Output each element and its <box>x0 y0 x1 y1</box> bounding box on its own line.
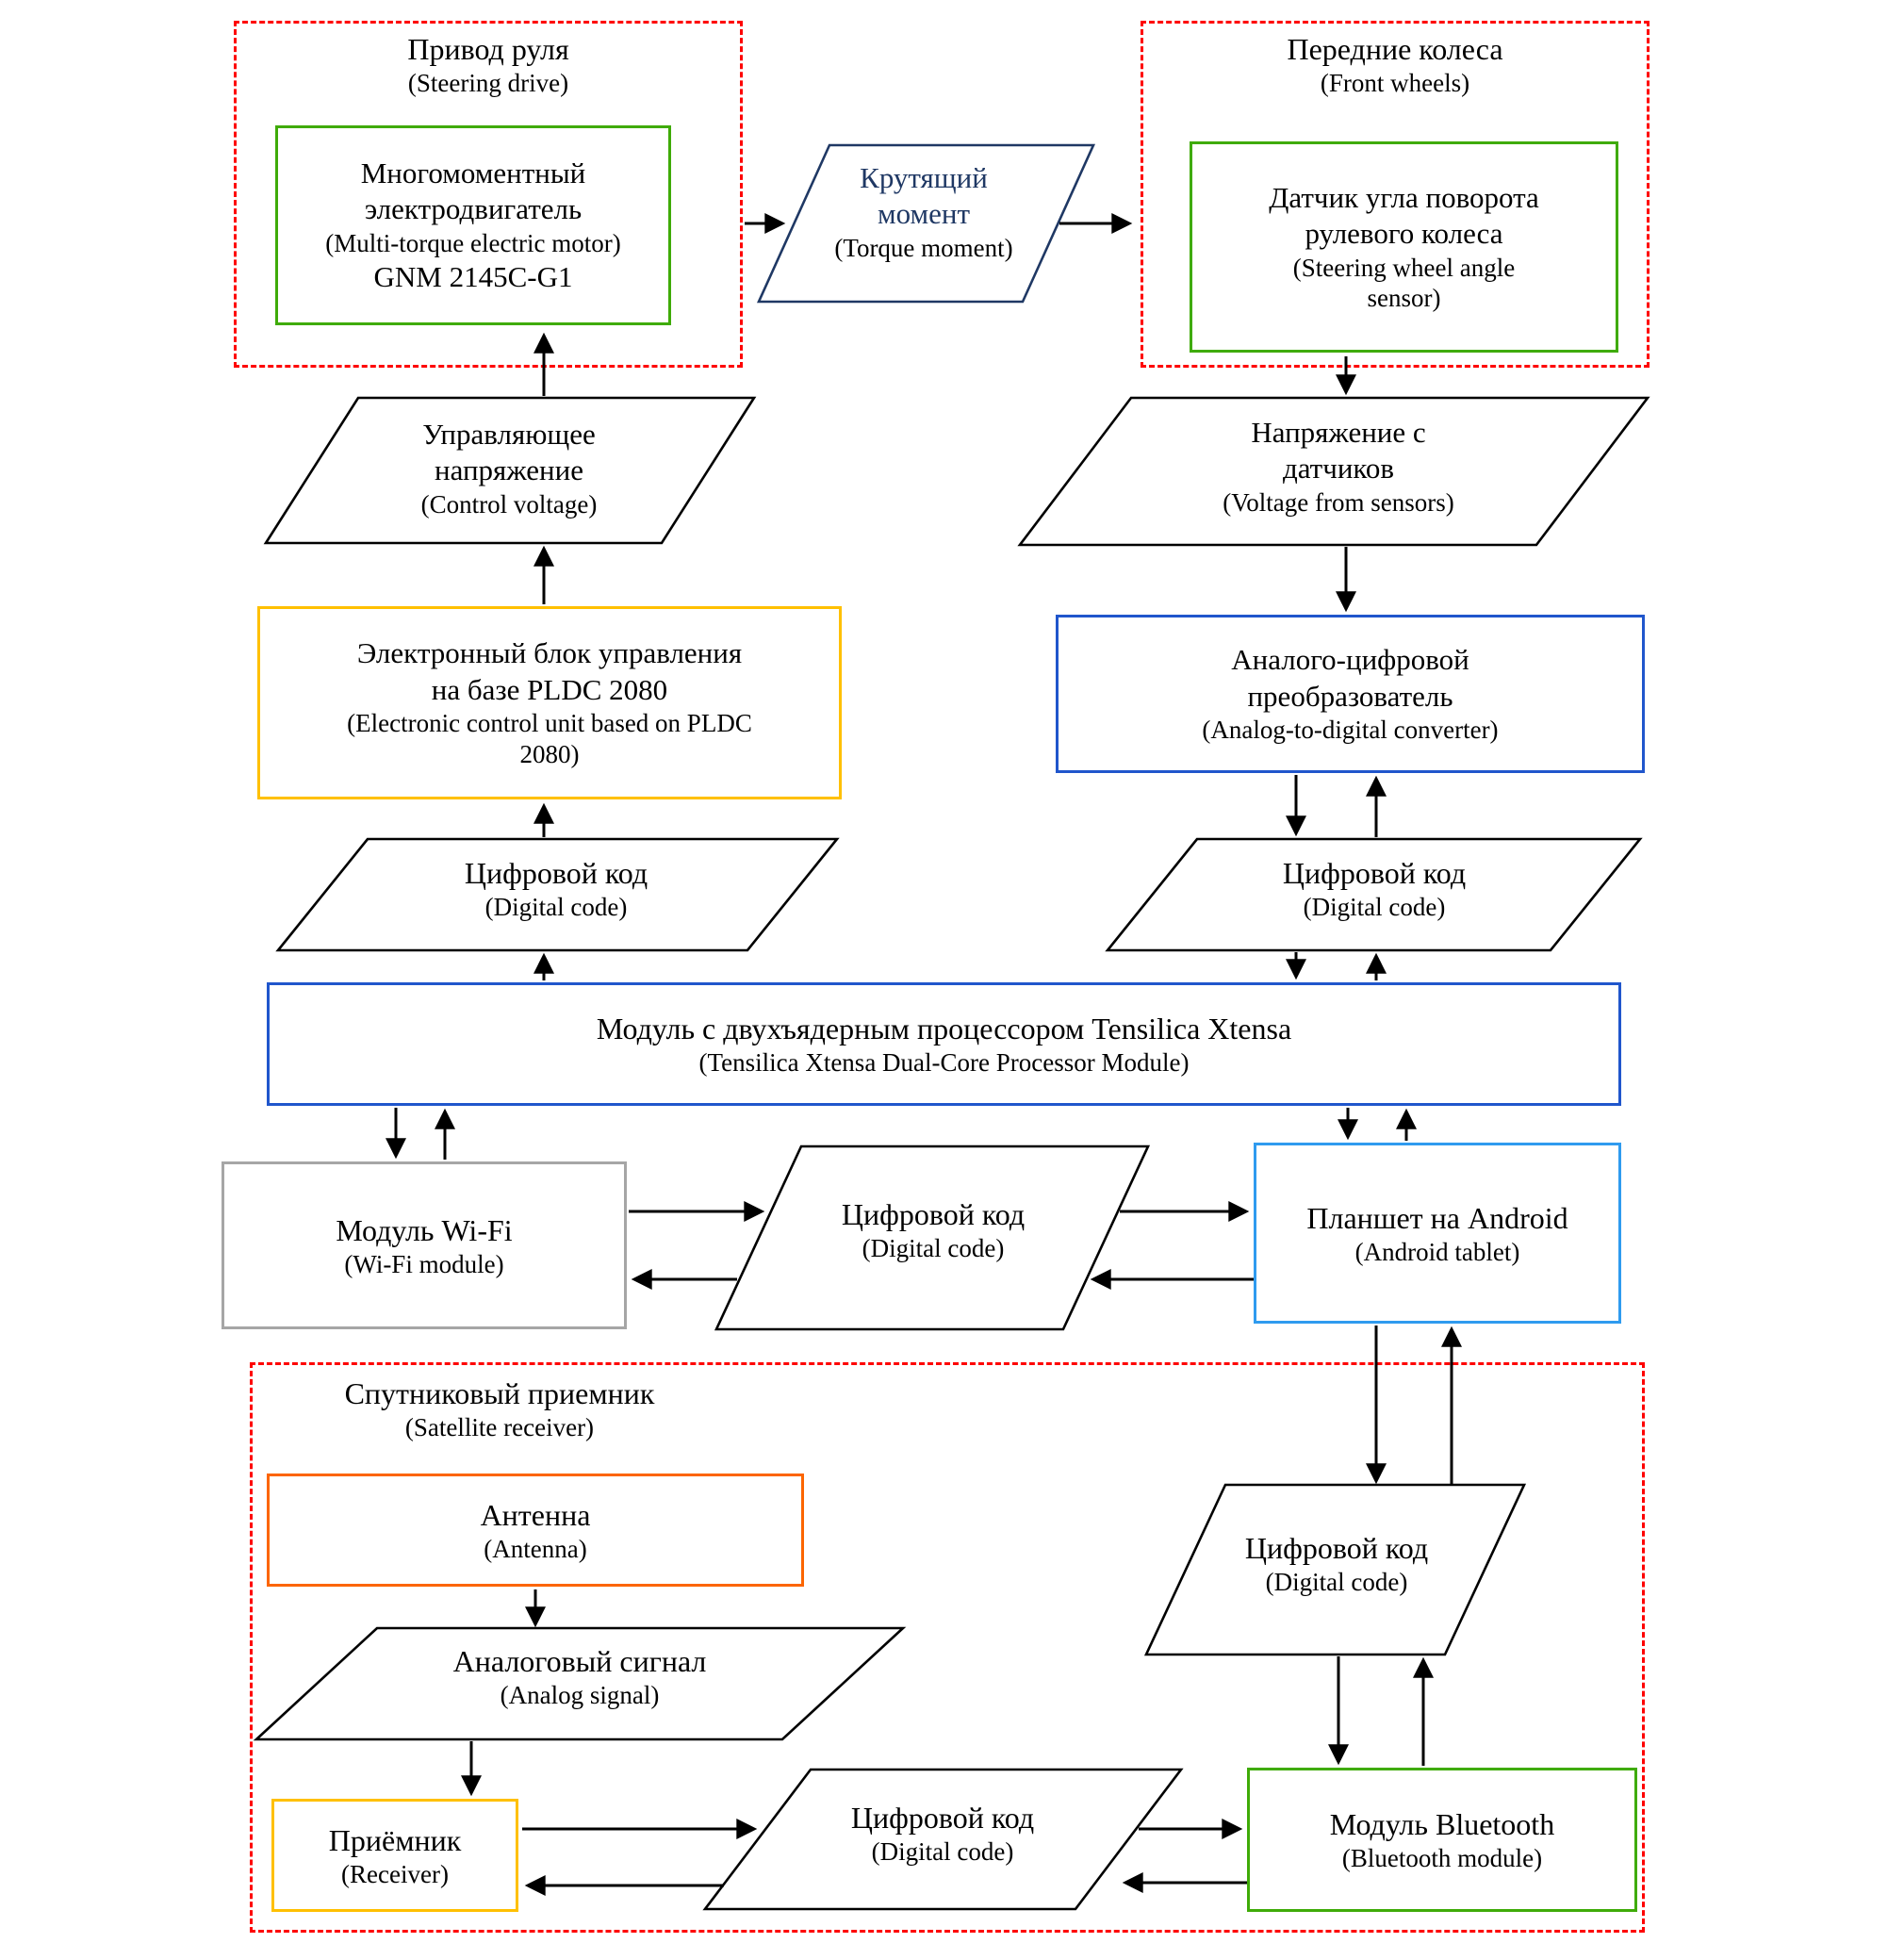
node-tablet <box>1254 1143 1621 1324</box>
ctrlvolt-ru1: Управляющее <box>422 418 596 451</box>
angle-sensor-line-3: (Steering wheel angle <box>1292 253 1516 282</box>
receiver-en: (Receiver) <box>341 1859 449 1888</box>
node-motor <box>275 125 671 325</box>
label-digital-code-right <box>1195 854 1553 923</box>
codemid-en: (Digital code) <box>862 1234 1005 1262</box>
coderight-en: (Digital code) <box>1303 893 1446 921</box>
torque-en: (Torque moment) <box>834 233 1013 262</box>
steering-drive-title-ru: Привод руля <box>407 32 569 66</box>
group-satellite-title <box>264 1375 735 1443</box>
analog-en: (Analog signal) <box>500 1681 660 1709</box>
node-antenna <box>267 1474 804 1587</box>
node-ecu <box>257 606 842 799</box>
antenna-ru: Антенна <box>480 1497 591 1532</box>
torque-ru1: Крутящий <box>860 161 988 194</box>
motor-line-3: (Multi-torque electric motor) <box>325 228 621 257</box>
sensvolt-en: (Voltage from sensors) <box>1223 487 1454 517</box>
codeleft-en: (Digital code) <box>484 893 628 921</box>
ecu-line-3: (Electronic control unit based on PLDC <box>347 709 752 737</box>
node-adc <box>1056 615 1645 773</box>
group-front-wheels-title <box>1141 30 1650 99</box>
label-digital-code-tablet <box>1167 1529 1506 1598</box>
angle-sensor-line-4: sensor) <box>1367 284 1441 313</box>
label-sensor-voltage <box>1169 415 1508 519</box>
node-receiver <box>271 1799 518 1912</box>
codetab-ru: Цифровой код <box>1244 1531 1429 1565</box>
node-wifi <box>222 1161 627 1329</box>
steering-drive-title-en: (Steering drive) <box>407 69 569 97</box>
front-wheels-title-en: (Front wheels) <box>1320 69 1470 97</box>
sensvolt-ru2: датчиков <box>1282 452 1395 486</box>
antenna-en: (Antenna) <box>484 1534 587 1563</box>
processor-ru: Модуль с двухъядерным процессором Tensilica Xtensa <box>596 1012 1292 1046</box>
wifi-en: (Wi-Fi module) <box>344 1249 504 1278</box>
analog-ru: Аналоговый сигнал <box>452 1644 707 1678</box>
codetab-en: (Digital code) <box>1265 1568 1408 1596</box>
tablet-ru: Планшет на Android <box>1306 1200 1568 1235</box>
label-digital-code-left <box>377 854 735 923</box>
angle-sensor-line-1: Датчик угла поворота <box>1269 180 1539 214</box>
tablet-en: (Android tablet) <box>1354 1237 1520 1266</box>
wifi-ru: Модуль Wi-Fi <box>336 1212 513 1247</box>
motor-line-1: Многомоментный <box>360 156 586 189</box>
bluetooth-en: (Bluetooth module) <box>1341 1844 1543 1873</box>
bluetooth-ru: Модуль Bluetooth <box>1329 1807 1555 1842</box>
torque-ru2: момент <box>877 197 971 231</box>
label-analog-signal <box>405 1642 754 1711</box>
label-control-voltage <box>339 417 679 520</box>
satellite-title-ru: Спутниковый приемник <box>344 1376 655 1410</box>
node-angle-sensor <box>1190 141 1618 353</box>
processor-en: (Tensilica Xtensa Dual-Core Processor Module) <box>698 1048 1190 1078</box>
motor-line-2: электродвигатель <box>364 192 583 226</box>
angle-sensor-line-2: рулевого колеса <box>1305 217 1503 251</box>
receiver-ru: Приёмник <box>328 1822 462 1857</box>
ctrlvolt-en: (Control voltage) <box>420 489 598 519</box>
adc-line-1: Аналого-цифровой <box>1231 643 1469 677</box>
motor-line-4: GNM 2145C-G1 <box>373 259 573 293</box>
sensvolt-ru1: Напряжение с <box>1251 416 1426 449</box>
codemid-ru: Цифровой код <box>841 1197 1026 1231</box>
node-bluetooth <box>1247 1768 1637 1912</box>
adc-line-3: (Analog-to-digital converter) <box>1202 715 1499 744</box>
satellite-title-en: (Satellite receiver) <box>404 1413 595 1441</box>
ecu-line-1: Электронный блок управления <box>356 636 743 670</box>
ecu-line-2: на базе PLDC 2080 <box>431 672 668 706</box>
label-digital-code-mid <box>754 1195 1112 1264</box>
label-torque <box>792 160 1056 264</box>
front-wheels-title-ru: Передние колеса <box>1287 32 1503 66</box>
codebot-ru: Цифровой код <box>850 1801 1035 1835</box>
codeleft-ru: Цифровой код <box>464 856 648 890</box>
ecu-line-4: 2080) <box>519 739 580 768</box>
group-steering-drive-title <box>234 30 743 99</box>
label-digital-code-bottom <box>768 1799 1117 1868</box>
node-processor <box>267 982 1621 1106</box>
ctrlvolt-ru2: напряжение <box>435 453 583 487</box>
codebot-en: (Digital code) <box>871 1837 1014 1866</box>
coderight-ru: Цифровой код <box>1282 856 1467 890</box>
adc-line-2: преобразователь <box>1247 679 1453 713</box>
